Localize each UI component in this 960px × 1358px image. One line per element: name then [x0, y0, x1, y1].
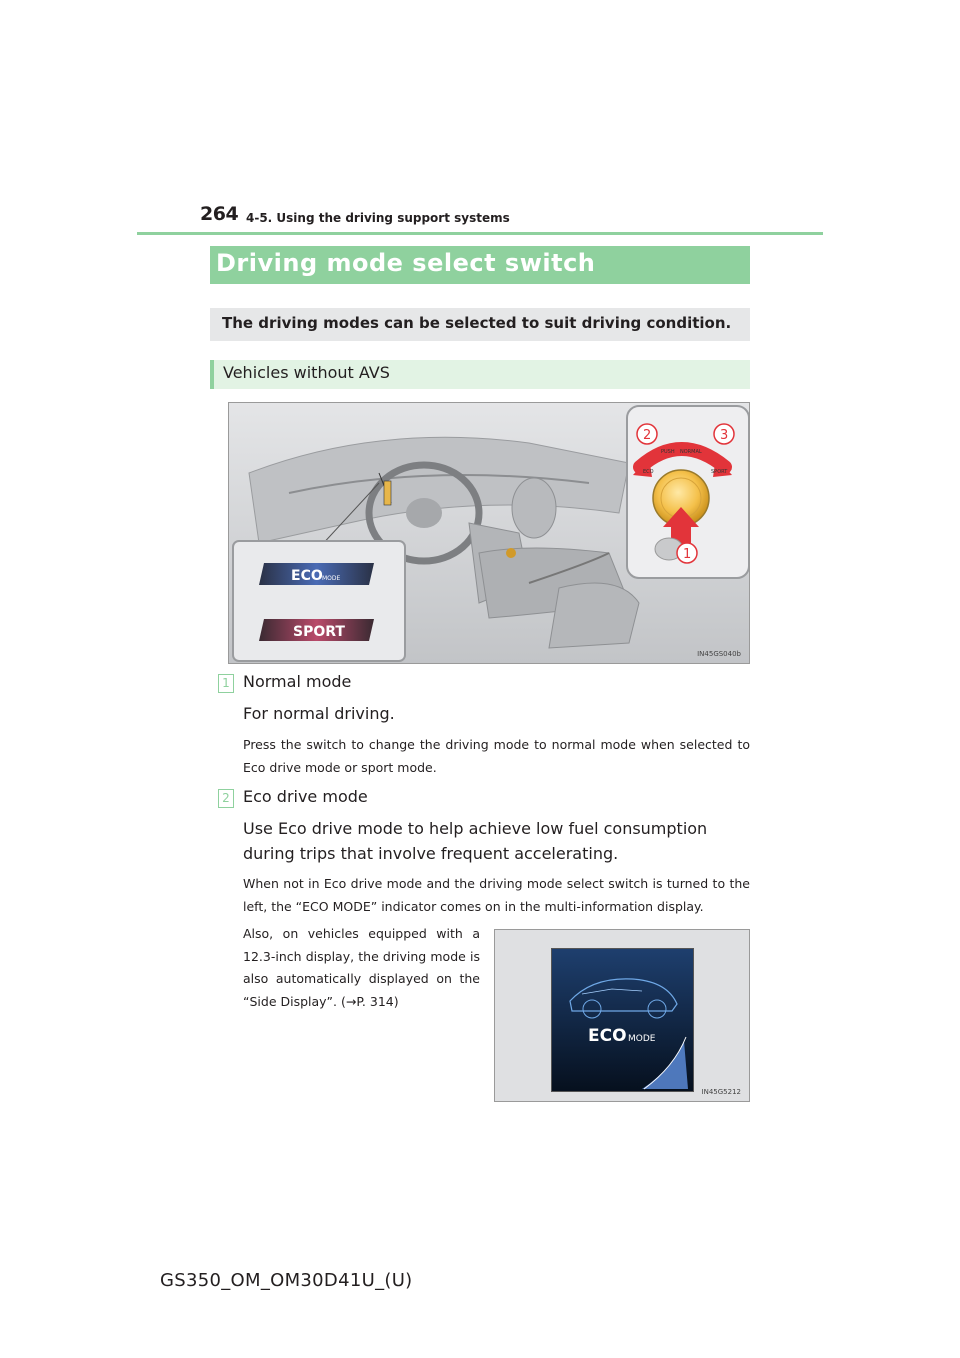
item-body-eco: Use Eco drive mode to help achieve low fuel consumption during trips that involve frequent accelerating. — [243, 819, 708, 863]
item-number-1: 1 — [218, 674, 234, 693]
side-display-screen — [551, 948, 694, 1092]
page-number: 264 — [200, 203, 239, 225]
dashboard-illustration — [228, 402, 750, 664]
knob-label-normal: NORMAL — [680, 449, 702, 455]
screen-mode-text: MODE — [628, 1034, 656, 1044]
screen-eco-text: ECO — [588, 1026, 627, 1046]
section-label: 4-5. Using the driving support systems — [246, 211, 510, 225]
side-display-drawing — [552, 949, 693, 1091]
dashboard-drawing — [229, 403, 750, 664]
item-heading-normal: Normal mode — [243, 672, 352, 691]
side-display-note: Also, on vehicles equipped with a 12.3-inch display, the driving mode is also automatically displayed on the “Side Display”. (→P. 314) — [243, 926, 480, 1009]
knob-label-sport: SPORT — [711, 469, 728, 475]
item-number-2: 2 — [218, 789, 234, 808]
figure-code: IN45GS040b — [697, 650, 741, 658]
side-display-illustration — [494, 929, 750, 1102]
callout-2: 2 — [643, 428, 652, 443]
side-figure-code: IN45G5212 — [701, 1088, 741, 1096]
page-title: Driving mode select switch — [216, 249, 596, 277]
eco-indicator-text: ECO — [291, 568, 323, 584]
subsection-title: Vehicles without AVS — [223, 363, 390, 382]
item-note-eco: When not in Eco drive mode and the driving mode select switch is turned to the left, the “ECO MODE” indicator comes on in the multi-information display. — [243, 876, 750, 914]
item-heading-eco: Eco drive mode — [243, 787, 368, 806]
knob-label-push: PUSH — [661, 449, 675, 455]
callout-3: 3 — [720, 428, 729, 443]
header-rule — [137, 232, 823, 235]
knob-label-eco: ECO — [643, 469, 654, 475]
item-note-normal: Press the switch to change the driving mode to normal mode when selected to Eco drive mode or sport mode. — [243, 737, 750, 775]
sport-indicator-text: SPORT — [293, 624, 345, 640]
footer-doc-id: GS350_OM_OM30D41U_(U) — [160, 1270, 413, 1291]
eco-indicator-suffix: MODE — [322, 575, 341, 582]
item-body-normal: For normal driving. — [243, 704, 395, 723]
callout-1: 1 — [683, 547, 692, 562]
intro-text: The driving modes can be selected to suit driving condition. — [222, 314, 732, 332]
